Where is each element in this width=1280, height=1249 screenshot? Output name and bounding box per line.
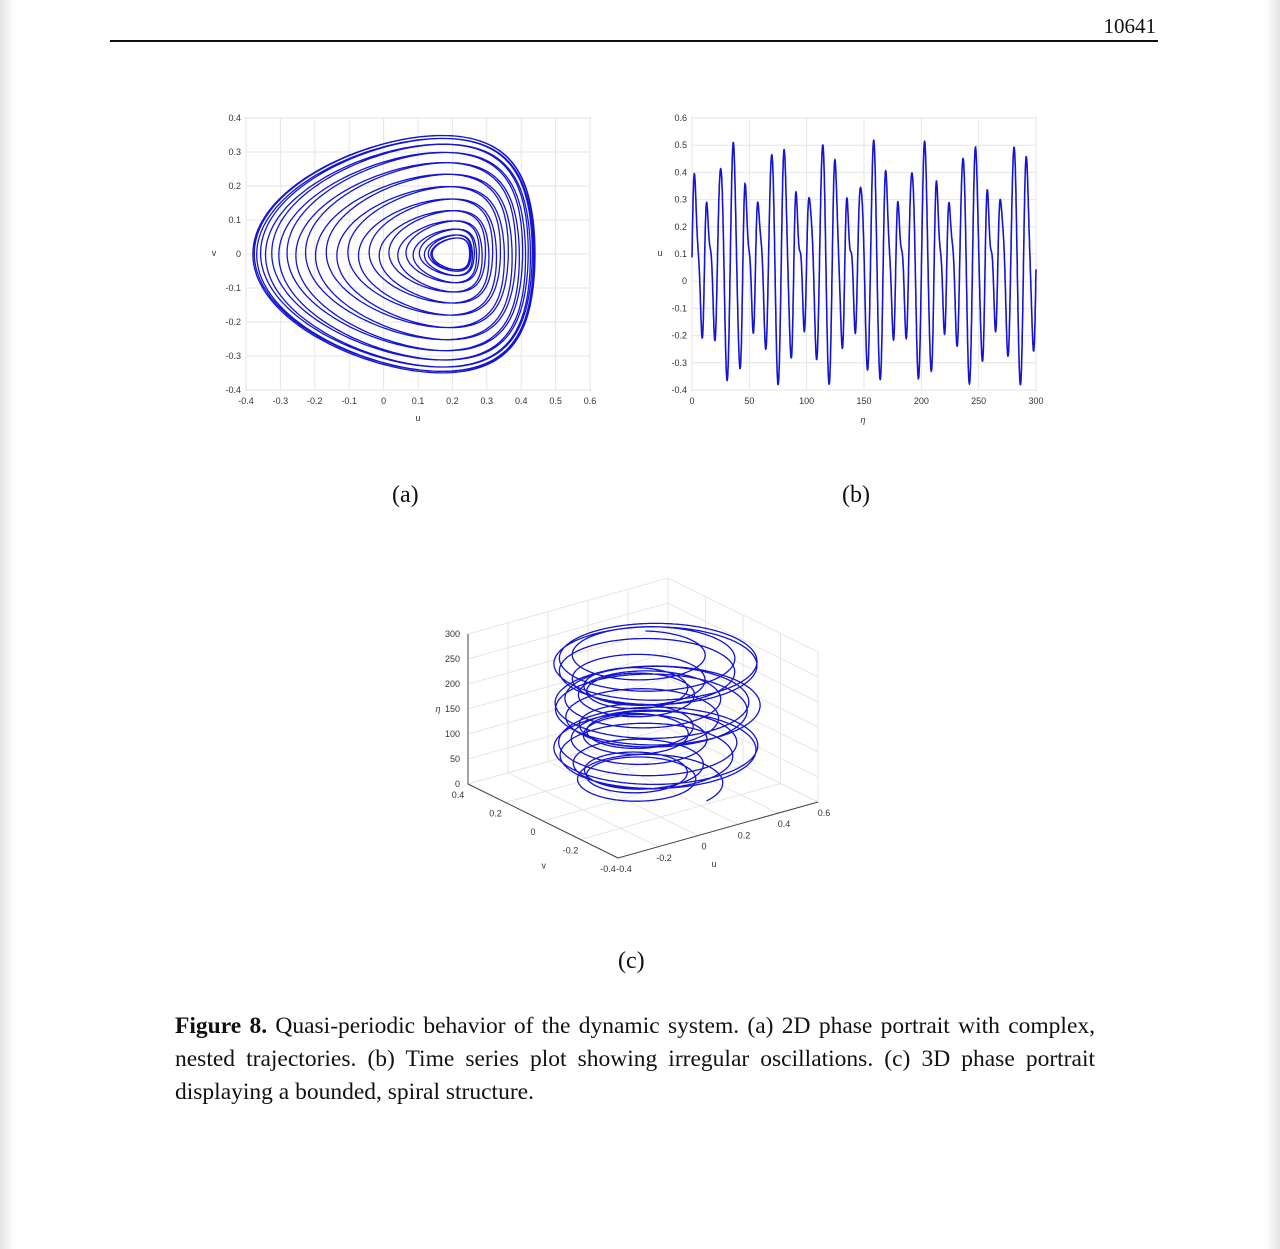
- v-tick-label: 0: [530, 827, 536, 837]
- y-axis-label: u: [657, 248, 663, 258]
- grid-line: [468, 653, 818, 727]
- y-tick-label: -0.1: [225, 283, 241, 293]
- z-axis-label: η: [435, 704, 441, 714]
- u-tick-label: -0.2: [656, 852, 672, 863]
- v-axis-label: v: [541, 860, 546, 871]
- x-tick-label: 0.1: [411, 396, 425, 406]
- u-tick-label: 0.6: [817, 808, 831, 818]
- y-tick-label: 0.1: [228, 215, 241, 225]
- y-tick-label: 0.3: [674, 194, 687, 205]
- y-tick-label: -0.3: [671, 357, 687, 368]
- y-tick-label: 0.5: [674, 140, 687, 151]
- x-tick-label: 50: [744, 396, 755, 406]
- caption-prefix: Figure 8.: [175, 1013, 268, 1039]
- figure-caption: [175, 1010, 1095, 1109]
- x-tick-label: -0.3: [272, 396, 289, 406]
- x-tick-label: -0.2: [307, 396, 323, 406]
- panel-label-b: (b): [842, 482, 870, 508]
- caption-text: Quasi-periodic behavior of the dynamic system. (a) 2D phase portrait with complex, nested trajectories. (b) Time series plot showing irregular oscillations. (c) 3D phase portrait displaying a bounded, spiral structure.: [175, 1013, 1095, 1105]
- x-tick-label: 0.3: [480, 396, 494, 406]
- z-tick-label: 0: [454, 779, 460, 789]
- y-tick-label: -0.4: [225, 385, 241, 395]
- page-number: 10641: [1103, 14, 1156, 38]
- z-tick-label: 150: [444, 704, 460, 714]
- u-axis-label: u: [711, 858, 717, 869]
- y-tick-label: -0.2: [225, 317, 241, 327]
- u-tick-label: 0.4: [777, 819, 791, 830]
- z-tick-label: 200: [444, 679, 460, 689]
- x-tick-label: 200: [913, 396, 929, 406]
- x-axis-label: u: [415, 413, 421, 423]
- chart-b-time-series: [657, 113, 1043, 425]
- u-tick-label: 0.2: [737, 830, 751, 841]
- v-tick-label: -0.4: [600, 864, 616, 874]
- x-tick-label: 0.6: [583, 396, 597, 406]
- v-tick-label: 0.4: [451, 790, 465, 800]
- x-axis-label: η: [860, 415, 866, 425]
- x-tick-label: 100: [799, 396, 815, 406]
- u-tick-label: 0: [701, 841, 707, 852]
- x-tick-label: 0: [689, 396, 695, 406]
- y-tick-label: -0.4: [671, 385, 687, 395]
- x-tick-label: 0.2: [446, 396, 459, 406]
- v-tick-label: 0.2: [489, 808, 502, 819]
- z-tick-label: 250: [444, 654, 460, 664]
- y-tick-label: 0.1: [674, 249, 687, 259]
- y-tick-label: 0: [235, 249, 241, 259]
- y-tick-label: 0.2: [674, 221, 687, 232]
- y-tick-label: -0.1: [671, 303, 687, 314]
- x-tick-label: 250: [971, 396, 987, 406]
- z-tick-label: 300: [444, 629, 460, 639]
- y-tick-label: 0: [681, 276, 687, 287]
- panel-label-c: (c): [618, 948, 645, 974]
- y-tick-label: -0.3: [225, 351, 241, 361]
- chart-c-3d-portrait: [436, 578, 831, 874]
- chart-a-phase-portrait: [212, 113, 597, 423]
- y-tick-label: 0.4: [228, 113, 241, 123]
- y-tick-label: 0.6: [674, 113, 687, 123]
- x-tick-label: -0.4: [238, 396, 254, 406]
- z-tick-label: 50: [449, 754, 460, 764]
- y-tick-label: -0.2: [671, 330, 687, 341]
- x-tick-label: 150: [856, 396, 872, 406]
- y-tick-label: 0.3: [228, 147, 241, 157]
- x-tick-label: 0: [381, 396, 387, 406]
- z-tick-label: 100: [444, 729, 460, 739]
- x-tick-label: 0.4: [514, 396, 528, 406]
- panel-label-a: (a): [392, 482, 419, 508]
- x-tick-label: 0.5: [549, 396, 562, 406]
- x-tick-label: -0.1: [341, 396, 357, 406]
- y-tick-label: 0.2: [228, 181, 241, 191]
- y-tick-label: 0.4: [674, 167, 687, 178]
- u-tick-label: -0.4: [616, 864, 632, 874]
- v-tick-label: -0.2: [562, 845, 579, 856]
- x-tick-label: 300: [1028, 396, 1044, 406]
- y-axis-label: v: [211, 248, 217, 258]
